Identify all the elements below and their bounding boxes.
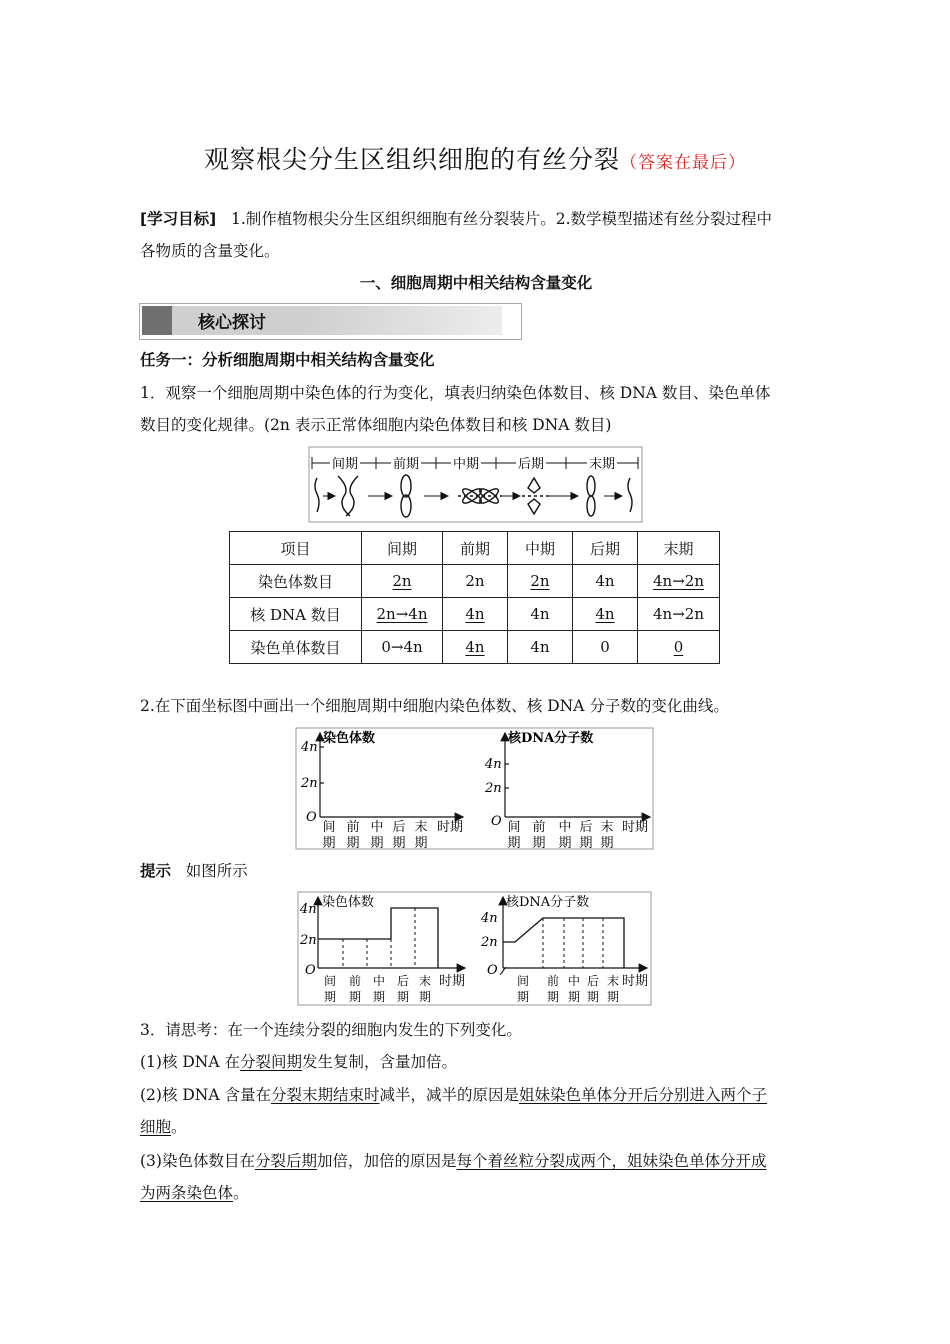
answer-chromosome-phase-label-1-b: 期 [348, 990, 362, 1004]
answer-dna-phase-label-0-b: 期 [516, 990, 530, 1004]
goals-label: [学习目标] [140, 210, 217, 228]
answer-graphs [297, 891, 653, 1007]
table-cell: 2n [530, 572, 550, 590]
empty-dna-phase-label-4-a: 末 [600, 820, 614, 835]
row-label: 染色单体数目 [230, 631, 362, 664]
answer-chromosome-phase-label-4-b: 期 [418, 990, 432, 1004]
answer-dna-phase-label-4-a: 末 [606, 974, 620, 988]
table-header: 项目 [230, 532, 362, 565]
table-cell: 4n [530, 605, 550, 623]
answer-dna-y-2n: 2n [481, 935, 498, 950]
empty-time-label: 时期 [437, 820, 464, 835]
answer-dna-phase-label-2-a: 中 [567, 974, 581, 988]
q3-3-answer-1: 分裂后期 [254, 1152, 317, 1170]
table-header: 后期 [573, 532, 638, 565]
answer-dna-y-4n: 4n [481, 911, 498, 926]
table-cell: 4n [595, 605, 615, 623]
table-row [230, 631, 720, 664]
empty-chromosome-phase-label-2-a: 中 [370, 820, 384, 835]
question-1 [140, 377, 812, 441]
empty-dna-phase-label-4-b: 期 [600, 836, 614, 851]
q3-3-text-mid: 加倍，加倍的原因是 [316, 1152, 457, 1170]
table-row [230, 565, 720, 598]
answer-time-label: 时期 [439, 974, 466, 989]
empty-dna-phase-label-1-b: 期 [532, 836, 546, 851]
answer-dna-phase-label-2-b: 期 [567, 990, 581, 1004]
answer-chromosome-phase-label-1-a: 前 [348, 974, 362, 988]
q3-2-answer-2: 姐妹染色单体分开后分别进入两个子 [519, 1086, 768, 1104]
answer-chromosome-phase-label-2-b: 期 [372, 990, 386, 1004]
question-3-3 [140, 1145, 812, 1209]
title-note: （答案在最后） [620, 153, 746, 173]
answer-dna-phase-label-0-a: 间 [516, 974, 530, 988]
q3-3-answer-2: 每个着丝粒分裂成两个，姐妹染色单体分开成 [456, 1152, 767, 1170]
answer-y-4n: 4n [300, 902, 317, 917]
page-title [0, 140, 950, 176]
strip-phase-prophase: 前期 [392, 457, 420, 472]
section-banner [139, 303, 522, 340]
q3-1-text-end: 发生复制，含量加倍。 [302, 1053, 458, 1071]
question-3-1 [140, 1046, 812, 1078]
q1-line1: 1．观察一个细胞周期中染色体的行为变化，填表归纳染色体数目、核 DNA 数目、染色单体 [140, 384, 771, 402]
table-cell: 4n [595, 572, 615, 590]
row-label: 染色体数目 [230, 565, 362, 598]
goals-line1: 1.制作植物根尖分生区组织细胞有丝分裂装片。2.数学模型描述有丝分裂过程中 [230, 210, 773, 228]
answer-dna-phase-label-1-b: 期 [546, 990, 560, 1004]
table-cell: 4n [465, 638, 485, 656]
answer-chromosome-title: 染色体数 [322, 895, 375, 910]
empty-dna-phase-label-3-b: 期 [579, 836, 593, 851]
table-row [230, 598, 720, 631]
empty-chromosome-phase-label-2-b: 期 [370, 836, 384, 851]
empty-y-2n: 2n [301, 776, 318, 791]
answer-dna-title: 核DNA分子数 [506, 895, 590, 910]
q3-2-answer-1: 分裂末期结束时 [271, 1086, 380, 1104]
question-3-intro: 3．请思考：在一个连续分裂的细胞内发生的下列变化。 [140, 1021, 522, 1039]
empty-dna-time-label: 时期 [622, 820, 649, 835]
empty-chromosome-phase-label-0-a: 间 [322, 820, 336, 835]
empty-chromosome-phase-label-0-b: 期 [322, 836, 336, 851]
table-cell: 0→4n [381, 638, 423, 656]
answer-dna-phase-label-3-b: 期 [586, 990, 600, 1004]
hint-label: 提示 [140, 862, 172, 880]
answer-chromosome-phase-label-4-a: 末 [418, 974, 432, 988]
empty-dna-phase-label-0-b: 期 [507, 836, 521, 851]
empty-chromosome-phase-label-1-a: 前 [346, 820, 360, 835]
table-cell: 4n→2n [653, 605, 704, 623]
table-cell: 4n [530, 638, 550, 656]
strip-phase-interphase: 间期 [331, 457, 359, 472]
q3-1-answer: 分裂间期 [240, 1053, 303, 1071]
chromosome-curve [318, 908, 438, 968]
title-text: 观察根尖分生区组织细胞的有丝分裂 [203, 145, 620, 174]
q3-3-end: 。 [233, 1184, 249, 1202]
empty-chromosome-phase-label-3-b: 期 [392, 836, 406, 851]
answer-dna-time-label: 时期 [622, 974, 649, 989]
empty-dna-phase-label-2-b: 期 [558, 836, 572, 851]
empty-chromosome-title: 染色体数 [323, 731, 376, 746]
empty-dna-title: 核DNA分子数 [508, 731, 594, 746]
q3-2-text-mid: 减半，减半的原因是 [379, 1086, 520, 1104]
table-header: 前期 [443, 532, 508, 565]
phase-strip-diagram [308, 446, 644, 524]
answer-chromosome-phase-label-3-b: 期 [396, 990, 410, 1004]
empty-dna-phase-label-3-a: 后 [579, 820, 593, 835]
answer-chromosome-phase-label-0-b: 期 [323, 990, 337, 1004]
answer-dna-phase-label-1-a: 前 [546, 974, 560, 988]
q3-2-end: 。 [171, 1118, 187, 1136]
answer-origin: O [305, 963, 316, 978]
answer-chromosome-phase-label-3-a: 后 [396, 974, 410, 988]
empty-chromosome-phase-label-4-a: 末 [414, 820, 428, 835]
answer-chromosome-phase-label-2-a: 中 [372, 974, 386, 988]
row-label: 核 DNA 数目 [230, 598, 362, 631]
strip-phase-telophase: 末期 [588, 457, 616, 472]
empty-dna-origin: O [491, 814, 502, 829]
empty-dna-phase-label-2-a: 中 [558, 820, 572, 835]
table-header: 间期 [362, 532, 443, 565]
table-cell: 4n→2n [653, 572, 704, 590]
table-cell: 2n→4n [376, 605, 428, 623]
answer-dna-phase-label-4-b: 期 [606, 990, 620, 1004]
banner-dark-block [142, 306, 172, 335]
empty-dna-y-2n: 2n [485, 781, 502, 796]
empty-chromosome-phase-label-4-b: 期 [414, 836, 428, 851]
q3-3-text: (3)染色体数目在 [140, 1152, 255, 1170]
task1-heading: 任务一：分析细胞周期中相关结构含量变化 [140, 351, 435, 369]
q3-2-text: (2)核 DNA 含量在 [140, 1086, 271, 1104]
answer-dna-origin: O [487, 963, 498, 978]
q3-2-answer-3: 细胞 [140, 1118, 172, 1136]
empty-chromosome-phase-label-1-b: 期 [346, 836, 360, 851]
empty-graphs [295, 727, 655, 851]
empty-chromosome-phase-label-3-a: 后 [392, 820, 406, 835]
question-2: 2.在下面坐标图中画出一个细胞周期中细胞内染色体数、核 DNA 分子数的变化曲线。 [140, 697, 729, 715]
banner-label: 核心探讨 [198, 313, 266, 333]
q3-3-answer-3: 为两条染色体 [140, 1184, 234, 1202]
answer-chromosome-phase-label-0-a: 间 [323, 974, 337, 988]
answer-dna-phase-label-3-a: 后 [586, 974, 600, 988]
table-header: 中期 [508, 532, 573, 565]
learning-goals [140, 203, 812, 267]
q3-1-text: (1)核 DNA 在 [140, 1053, 240, 1071]
empty-origin: O [306, 810, 317, 825]
empty-dna-phase-label-1-a: 前 [532, 820, 546, 835]
q1-line2: 数目的变化规律。(2n 表示正常体细胞内染色体数目和核 DNA 数目) [140, 416, 612, 434]
table-cell: 0 [673, 638, 684, 656]
table-cell: 0 [600, 638, 610, 656]
table-header: 末期 [638, 532, 720, 565]
table-header-row [230, 532, 720, 565]
table-cell: 2n [465, 572, 485, 590]
empty-dna-y-4n: 4n [485, 757, 502, 772]
hint-text: 如图所示 [185, 862, 248, 880]
table-cell: 4n [465, 605, 485, 623]
table-cell: 2n [392, 572, 412, 590]
hint [140, 855, 812, 887]
question-3-2 [140, 1079, 812, 1143]
phase-count-table [229, 531, 720, 664]
strip-phase-anaphase: 后期 [517, 457, 545, 472]
section-heading: 一、细胞周期中相关结构含量变化 [359, 274, 593, 292]
empty-dna-phase-label-0-a: 间 [507, 820, 521, 835]
empty-y-4n: 4n [301, 740, 318, 755]
goals-line2: 各物质的含量变化。 [140, 242, 280, 260]
strip-phase-metaphase: 中期 [452, 457, 480, 472]
answer-y-2n: 2n [300, 933, 317, 948]
